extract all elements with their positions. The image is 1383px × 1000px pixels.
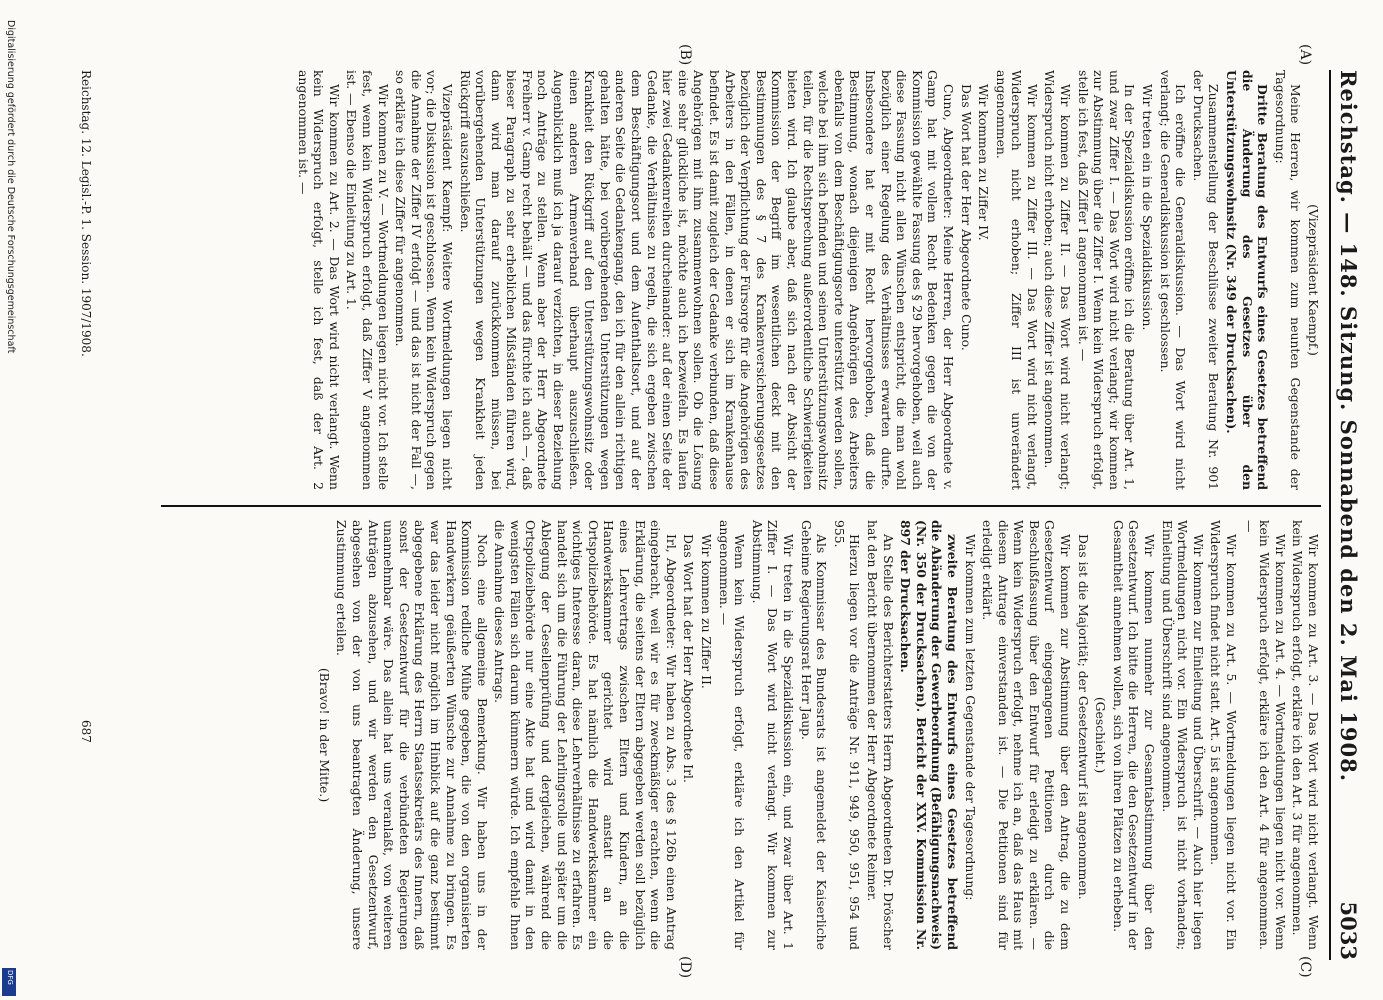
page-number: 5033	[1336, 901, 1361, 960]
paragraph: Wir kommen nunmehr zur Gesamtabstimmung über den Gesetzentwurf. Ich bitte die Herren, die den Gesetzentwurf in der Gesamtheit annehmen wollen, sich von ihren Plätzen zu erheben.	[1110, 520, 1158, 950]
paragraph: Wir kommen zu Ziffer II. — Das Wort wird nicht verlangt; Widerspruch nicht erhoben; auch diese Ziffer ist angenommen.	[1042, 70, 1074, 490]
paragraph: Das Wort hat der Herr Abgeordnete Cuno.	[958, 84, 974, 351]
margin-mark-c: (C)	[1297, 956, 1313, 978]
dfg-funding-note: Digitalisierung gefördert durch die Deutsche Forschungsgemeinschaft	[5, 20, 16, 354]
paragraph: Wir treten in die Spezialdiskussion ein, und zwar über Art. 1 Ziffer I. — Das Wort wird nicht verlangt. Wir kommen zur Abstimmung.	[749, 520, 796, 950]
column-divider	[161, 505, 1321, 507]
paragraph: Wir kommen zu Art. 3. — Das Wort wird nicht verlangt. Wenn kein Widerspruch erfolgt, erkläre ich den Art. 3 für angenommen.	[1290, 520, 1321, 950]
paragraph: Zusammenstellung der Beschlüsse zweiter Beratung Nr. 901 der Drucksachen.	[1190, 70, 1222, 490]
margin-mark-d: (D)	[677, 956, 693, 979]
paragraph: Wir kommen zu Art. 5. — Wortmeldungen liegen nicht vor. Ein Widerspruch findet nicht statt. Art. 5 ist angenommen.	[1208, 520, 1240, 950]
paragraph: Hierzu liegen vor die Anträge Nr. 911, 949, 950, 951, 954 und 955.	[831, 520, 863, 950]
header-title: Reichstag. — 148. Sitzung. Sonnabend den 2. Mai 1908.	[1336, 70, 1361, 783]
paragraph: Ich eröffne die Generaldiskussion. — Das Wort wird nicht verlangt; die Generaldiskussion ist geschlossen.	[1157, 70, 1189, 490]
paragraph: (Vizepräsident Kaempf.)	[1306, 204, 1321, 356]
paragraph: In der Spezialdiskussion eröffne ich die Beratung über Art. 1, und zwar Ziffer I. — Das Wort wird nicht verlangt; wir kommen zur Abstimmung über die Ziffer I. Wenn kein Widerspruch erfolgt, stelle ich fest, daß Ziffer I angenommen ist. —	[1075, 70, 1138, 490]
paragraph: Das Wort hat der Herr Abgeordnete Irl.	[681, 534, 697, 783]
footer-citation: Reichstag. 12. Legisl.-P. 1. Session. 1907/1908.	[79, 70, 93, 357]
paragraph: An Stelle des Berichterstatters Herrn Abgeordneten Dr. Dröscher hat den Bericht übernommen der Herr Abgeordnete Reimer.	[864, 520, 896, 950]
paragraph: Das ist die Majorität; der Gesetzentwurf ist angenommen.	[1075, 534, 1091, 900]
paragraph: Wir kommen zur Abstimmung über den Antrag, die zu dem Gesetzentwurf eingegangenen Petitionen durch die Beschlußfassung über den Entwurf für erledigt zu erklären. — Wenn kein Widerspruch erfolgt, nehme ich an, daß das Haus mit diesem Antrage einverstanden ist. — Die Petitionen sind für erledigt erklärt.	[980, 520, 1074, 950]
paragraph: (Bravo! in der Mitte.)	[316, 667, 332, 803]
margin-mark-b: (B)	[677, 44, 693, 66]
paragraph: Wir kommen zur Einleitung und Überschrift. — Auch hier liegen Wortmeldungen nicht vor. Ein Widerspruch ist nicht vorhanden; Einleitung und Überschrift sind angenommen.	[1159, 520, 1206, 950]
paragraph: Als Kommissar des Bundesrats ist angemeldet der Kaiserliche Geheime Regierungsrat Herr Jaup.	[798, 520, 830, 950]
paragraph: Wir treten ein in die Spezialdiskussion.	[1140, 84, 1156, 331]
paragraph: Noch eine allgemeine Bemerkung. Wir haben uns in der Kommission redliche Mühe gegeben, die von den organisierten Handwerkern geäußerten Wünsche zur Annahme zu bringen. Es war das leider nicht möglich im Hinblick auf die ganz bestimmt abgegebene Erklärung des Herrn Staatssekretärs des Innern, daß sonst der Gesetzentwurf für die verbündeten Regierungen unannehmbar wäre. Das allein hat uns veranlaßt, von weiteren Anträgen abzusehen, und wir werden den Gesetzentwurf, abgesehen von der von uns beantragten Änderung, unsere Zustimmung erteilen.	[334, 520, 490, 950]
paragraph: Wir kommen zu Ziffer II.	[699, 534, 715, 689]
text-column-left	[293, 70, 1321, 490]
paragraph: Meine Herren, wir kommen zum neunten Gegenstande der Tagesordnung:	[1272, 70, 1304, 490]
paragraph: Wir kommen zu Art. 4. — Wortmeldungen liegen nicht vor. Wenn kein Widerspruch erfolgt, erkläre ich den Art. 4 für angenommen. —	[1241, 520, 1288, 950]
paragraph: Irl, Abgeordneter: Wir haben zu Abs. 3 des § 126b einen Antrag eingebracht, weil wir es für zweckmäßiger erachten, wenn die Erklärung, die seitens der Eltern abgegeben werden soll bezüglich eines Lehrvertrags zwischen Eltern und Kindern, an die Handwerkskammer gerichtet wird anstatt an die Ortspolizeibehörde. Es hat nämlich die Handwerkskammer ein wichtiges Interesse daran, diese Lehrverhältnisse zu erfahren. Es handelt sich um die Führung der Lehrlingsrolle und später um die Ablegung der Gesellenprüfung und dergleichen, während die Ortspolizeibehörde nur eine Akte hat und wird damit in den wenigsten Fällen sich darum kümmern würde. Ich empfehle Ihnen die Annahme dieses Antrags.	[492, 520, 679, 950]
running-header	[1329, 70, 1365, 960]
paragraph: Wir kommen zu Ziffer IV.	[976, 84, 992, 241]
paragraph: Wir kommen zu V. — Wortmeldungen liegen nicht vor. Ich stelle fest, wenn kein Widerspruch erfolgt, daß Ziffer V angenommen ist. — Ebenso die Einleitung zu Art. 1.	[344, 70, 391, 490]
paragraph: Dritte Beratung des Entwurfs eines Gesetzes betreffend die Änderung des Gesetzes über den Unterstützungswohnsitz (Nr. 349 der Drucksachen).	[1224, 70, 1271, 490]
margin-mark-a: (A)	[1297, 44, 1313, 66]
text-column-right	[314, 520, 1321, 950]
paragraph: Wenn kein Widerspruch erfolgt, erkläre ich den Artikel für angenommen. —	[716, 520, 748, 950]
paragraph: zweite Beratung des Entwurfs eines Gesetzes betreffend die Abänderung der Gewerbeordnung (Befähigungsnachweis) (Nr. 350 der Drucksachen). Bericht der XXV. Kommission Nr. 897 der Drucksachen.	[898, 520, 960, 950]
paragraph: (Geschieht.)	[1093, 696, 1109, 774]
paragraph: Wir kommen zu Art. 2. — Das Wort wird nicht verlangt. Wenn kein Widerspruch erfolgt, stelle ich fest, daß der Art. 2 angenommen ist. —	[295, 70, 342, 490]
paragraph: Cuno, Abgeordneter: Meine Herren, der Herr Abgeordnete v. Gamp hat mit vollem Recht Bedenken gegen die von der Kommission gewählte Fassung des § 29 hervorgehoben, weil auch diese Fassung nicht allen Wünschen entspricht, die man wohl bezüglich einer Regelung des Verhältnisses erwarten durfte. Insbesondere hat er mit Recht hervorgehoben, daß die Bestimmung, wonach diejenigen Angehörigen des Arbeiters ebenfalls von dem Beschäftigungsorte unterstützt werden sollen, welche bei ihm sich befinden und seinen Unterstützungswohnsitz teilen, für die Rechtsprechung außerordentliche Schwierigkeiten bieten wird. Ich glaube aber, daß sich nach der Absicht der Kommission der Begriff im wesentlichen deckt mit den Bestimmungen des § 7 des Krankenversicherungsgesetzes bezüglich der Verpflichtung der Fürsorge für die Angehörigen des Arbeiters in den Fällen, in denen er sich im Krankenhause befindet. Es ist damit zugleich der Gedanke verbunden, daß diese Angehörigen mit ihm zusammenwohnen sollen. Ob die Lösung eine sehr glückliche ist, möchte auch ich bezweifeln. Es laufen hier zwei Gedankenreihen durcheinander: auf der einen Seite der Gedanke, die Verhältnisse zu regeln, die sich ergeben zwischen dem Beschäftigungsort und dem Aufenthaltsort, und auf der anderen Seite die Gedankengang, den ich für den allein richtigen gehalten hätte, bei vorübergehenden Unterstützungen wegen Krankheit den Rückgriff auf den Unterstützungswohnsitz oder einen anderen Armenverband überhaupt auszuschließen. Augenblicklich muß ich ja darauf verzichten, in dieser Beziehung noch Anträge zu stellen. Wenn aber der Herr Abgeordnete Freiherr v. Gamp recht behält — und das fürchte ich auch —, daß bieser Paragraph zu sehr erheblichen Mißständen führen wird, dann wird man darauf zurückkommen müssen, bei vorübergehenden Unterstützungen wegen Krankheit jeden Rückgriff auszuschließen.	[457, 70, 956, 490]
paragraph: Wir kommen zu Ziffer III. — Das Wort wird nicht verlangt, Widerspruch nicht erhoben; Ziffer III ist unverändert angenommen.	[993, 70, 1040, 490]
footer-number: 687	[79, 720, 93, 743]
paragraph: Vizepräsident Kaempf: Weitere Wortmeldungen liegen nicht vor; die Diskussion ist geschlossen. Wenn kein Widerspruch gegen die Annahme der Ziffer IV erfolgt — und das ist nicht der Fall —, so erkläre ich diese Ziffer für angenommen.	[393, 70, 455, 490]
dfg-logo: DFG	[2, 968, 16, 996]
paragraph: Wir kommen zum letzten Gegenstande der Tagesordnung:	[962, 534, 978, 901]
